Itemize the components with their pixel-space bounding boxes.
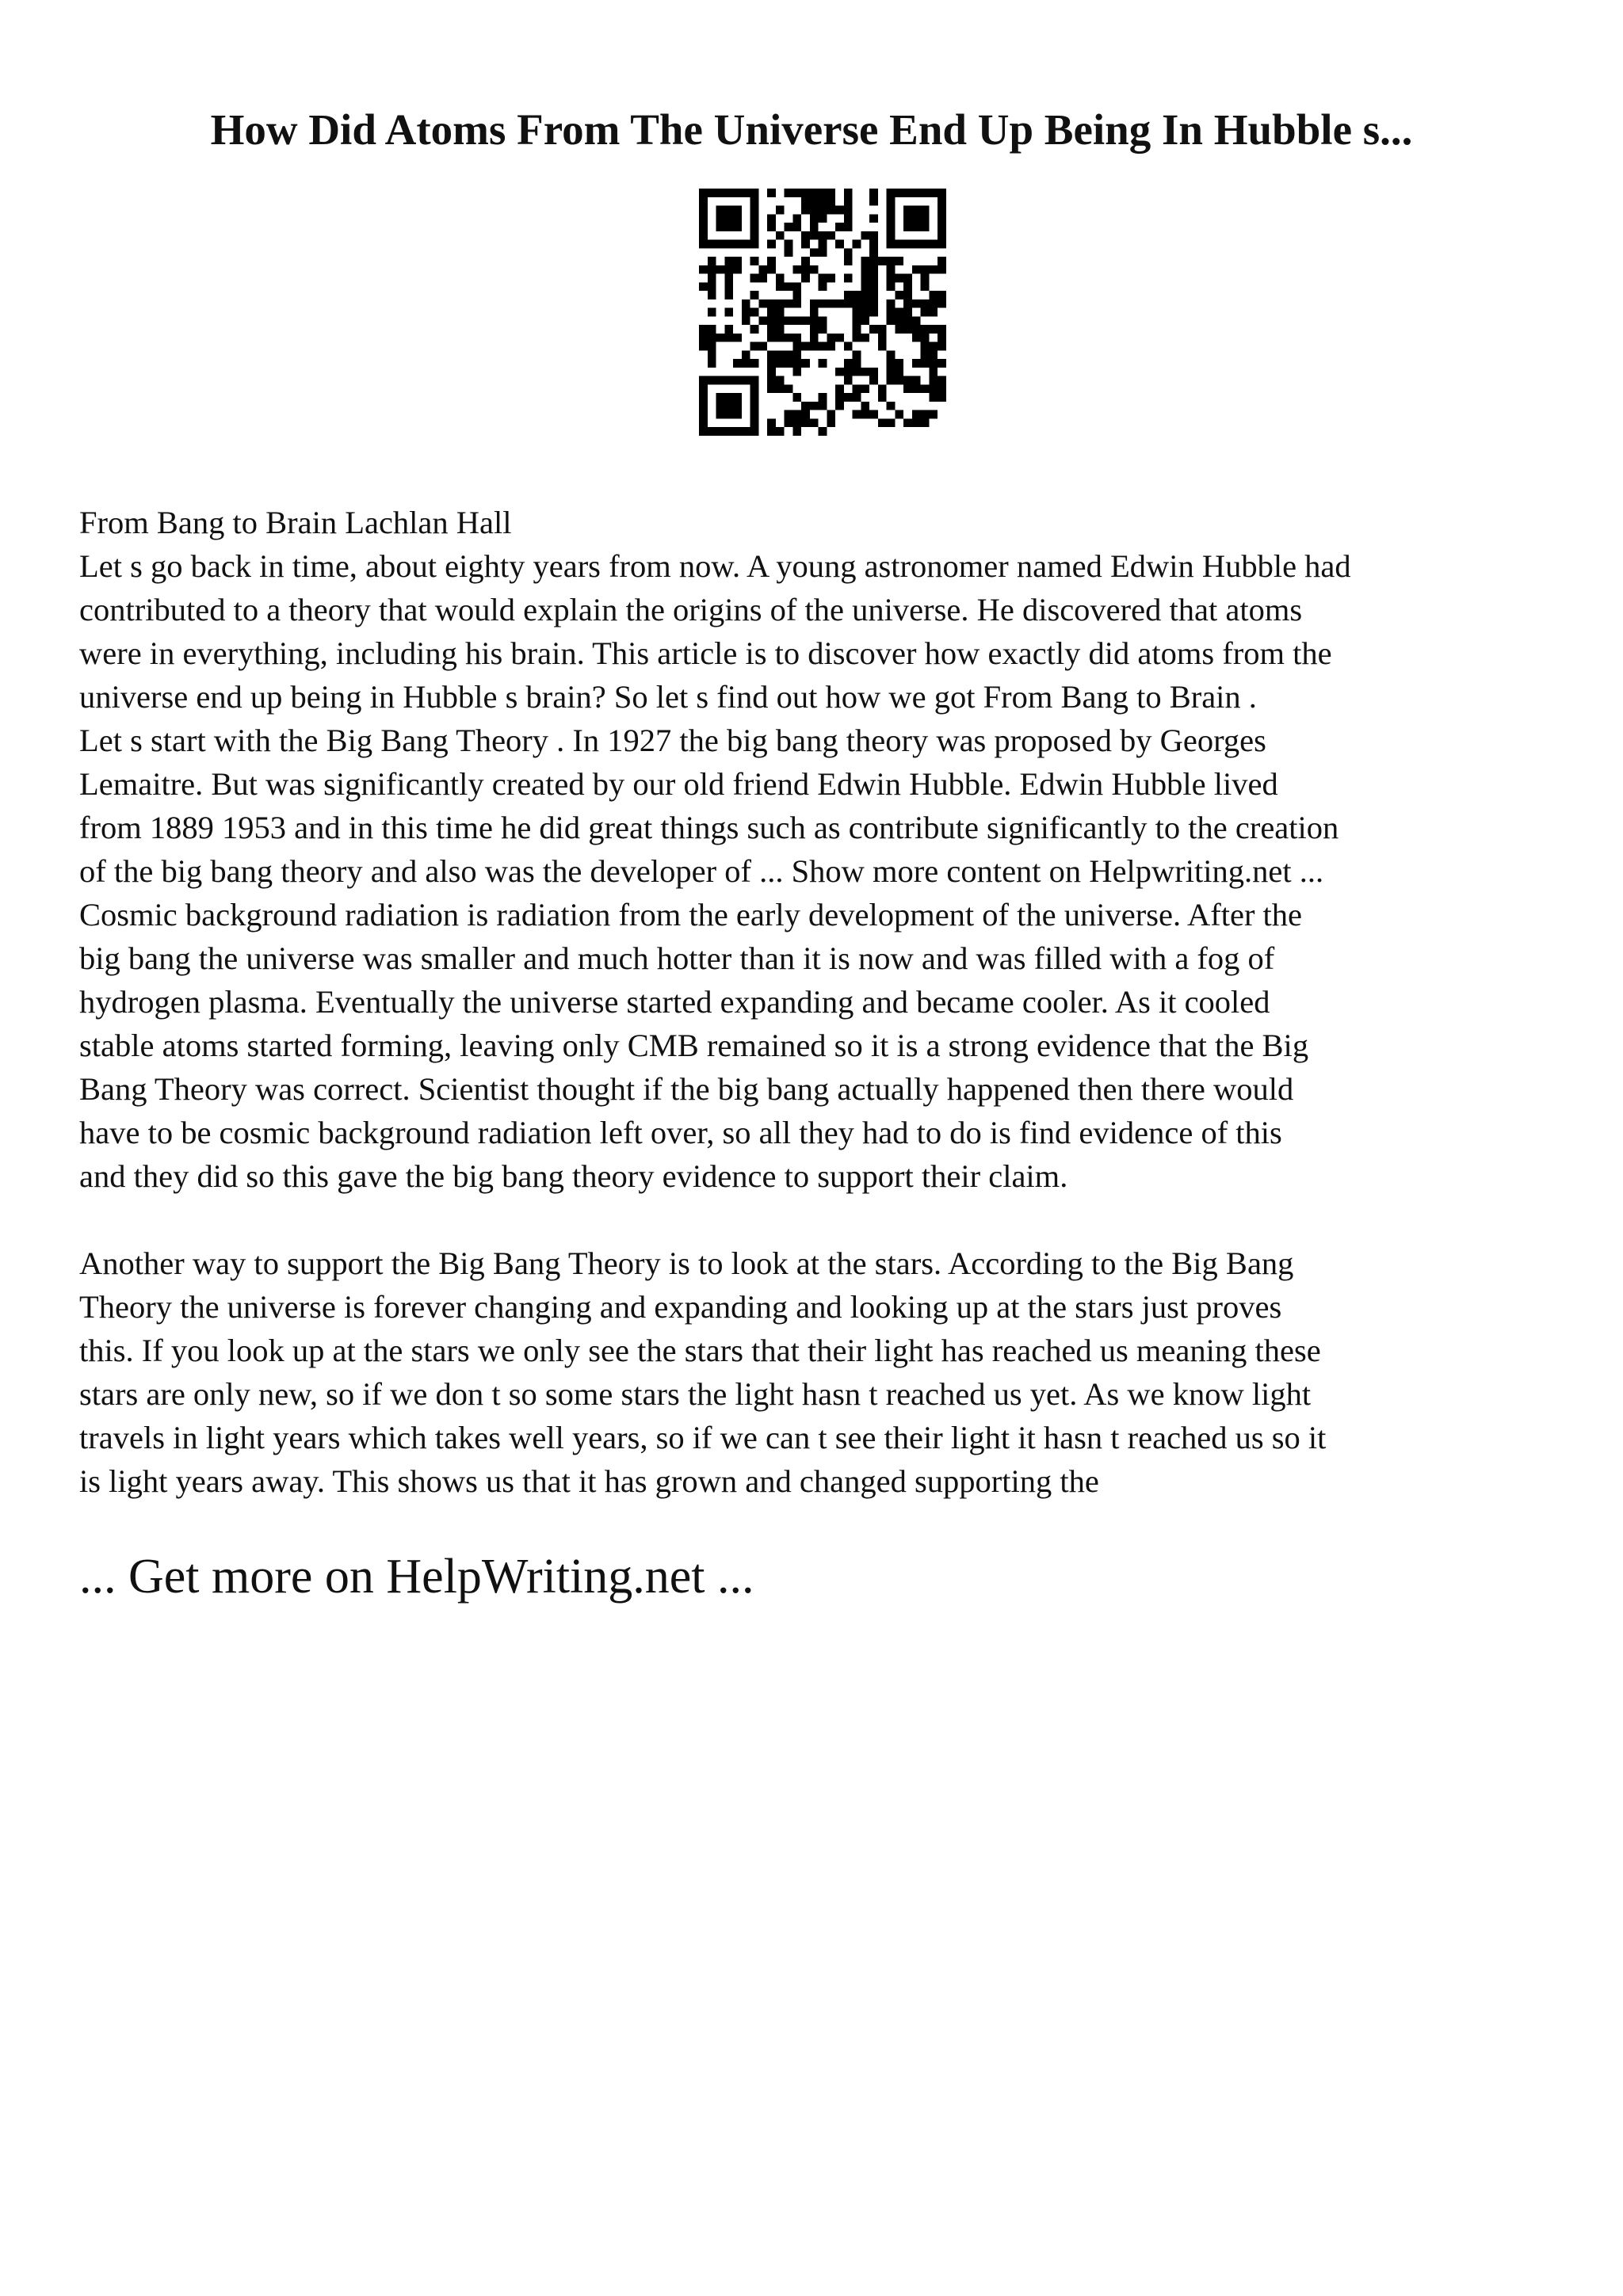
paragraph-line: from 1889 1953 and in this time he did great things such as contribute significantly to the creation <box>79 810 1339 845</box>
paragraph-line: big bang the universe was smaller and much hotter than it is now and was filled with a fog of <box>79 940 1275 976</box>
paragraph-line: stable atoms started forming, leaving only CMB remained so it is a strong evidence that the Big <box>79 1028 1309 1063</box>
paragraph-line: have to be cosmic background radiation left over, so all they had to do is find evidence of this <box>79 1115 1282 1150</box>
paragraph-line: hydrogen plasma. Eventually the universe started expanding and became cooler. As it cooled <box>79 984 1270 1020</box>
page-title: How Did Atoms From The Universe End Up Being In Hubble s... <box>210 105 1413 154</box>
paragraph-line: Another way to support the Big Bang Theory is to look at the stars. According to the Big Bang <box>79 1245 1294 1281</box>
paragraph-line: Cosmic background radiation is radiation from the early development of the universe. After the <box>79 897 1303 933</box>
paragraph-line: this. If you look up at the stars we only see the stars that their light has reached us meaning these <box>79 1333 1321 1368</box>
paragraph-line: Let s start with the Big Bang Theory . In 1927 the big bang theory was proposed by Georges <box>79 723 1266 758</box>
article-body <box>79 501 1569 1503</box>
get-more-link[interactable]: ... Get more on HelpWriting.net ... <box>79 1550 754 1604</box>
paragraph-line: and they did so this gave the big bang theory evidence to support their claim. <box>79 1158 1068 1194</box>
paragraph-line: of the big bang theory and also was the developer of ... Show more content on Helpwriting.net ... <box>79 853 1324 889</box>
paragraph-1 <box>79 544 1569 1198</box>
paragraph-line: is light years away. This shows us that it has grown and changed supporting the <box>79 1463 1099 1499</box>
paragraph-line: stars are only new, so if we don t so some stars the light hasn t reached us yet. As we know light <box>79 1376 1312 1412</box>
paragraph-2 <box>79 1241 1569 1503</box>
paragraph-line: contributed to a theory that would explain the origins of the universe. He discovered that atoms <box>79 592 1303 627</box>
paragraph-line: were in everything, including his brain. This article is to discover how exactly did atoms from the <box>79 635 1332 671</box>
paragraph-line: Theory the universe is forever changing and expanding and looking up at the stars just proves <box>79 1289 1282 1325</box>
byline-heading <box>79 501 1569 544</box>
qr-code-icon[interactable] <box>699 189 946 436</box>
paragraph-spacer <box>79 1198 1569 1241</box>
paragraph-line: Bang Theory was correct. Scientist thought if the big bang actually happened then there would <box>79 1071 1294 1107</box>
paragraph-line: universe end up being in Hubble s brain? So let s find out how we got From Bang to Brain . <box>79 679 1257 715</box>
paragraph-line: Let s go back in time, about eighty years from now. A young astronomer named Edwin Hubble had <box>79 548 1351 584</box>
paragraph-line: Lemaitre. But was significantly created by our old friend Edwin Hubble. Edwin Hubble lived <box>79 766 1278 802</box>
paragraph-line: travels in light years which takes well years, so if we can t see their light it hasn t reached us so it <box>79 1420 1327 1455</box>
byline-text: From Bang to Brain Lachlan Hall <box>79 505 512 540</box>
